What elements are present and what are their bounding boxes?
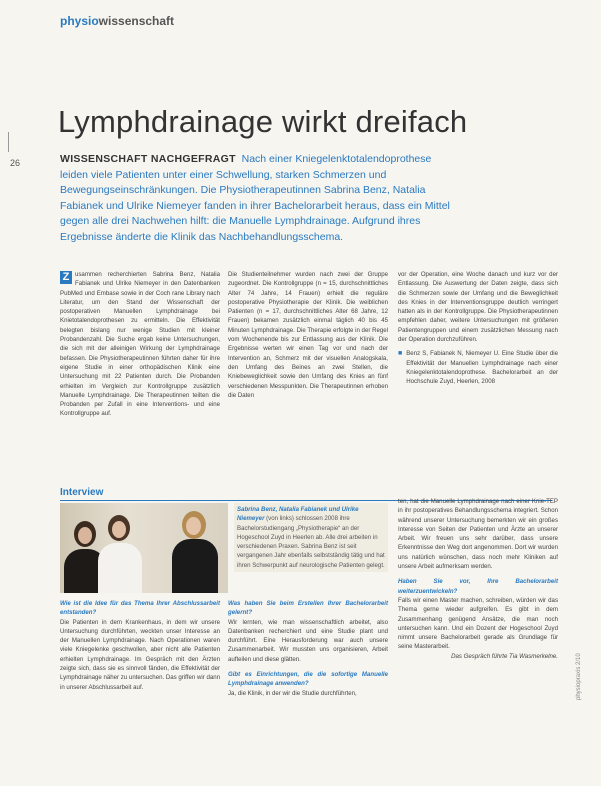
article-title: Lymphdrainage wirkt dreifach [58,104,468,139]
question-1: Wie ist die Idee für das Thema Ihrer Abschlussarbeit entstanden? [60,600,220,617]
lead-text: Nach einer Kniegelenktotalendoprothese leiden viele Patienten unter einer Schwellung, starken Schmerzen und Bewegungseinschränkungen. Die Physiotherapeutinnen Sabrina Benz, Natalia Fabianek und Ulrike Niemeyer fanden in ihrer Bachelorarbeit heraus, dass ein Mittel gegen alle drei Nachwehen hilft: die Manuelle Lymphdrainage. Aufgrund ihres Ergebnisse änderte die Klinik das Nachbehandlungsschema. [60,153,450,243]
article-column-3 [398,270,558,387]
reference-text: Benz S, Fabianek N, Niemeyer U. Eine Studie über die Effektivität der Manuellen Lymphdrainage nach einer Kniegelenktotalendoprothese. Bachelorarbeit an der Hochschule Zuyd, Heerlen, 2008 [406,350,558,386]
reference-square-icon: ■ [398,350,403,358]
caption-names: Sabrina Benz, Natalia Fabianek und Ulrike Niemeyer [237,506,359,523]
interviewer-credit: Das Gespräch führte Tia Wasmerkelne. [451,652,558,660]
interview-column-2 [228,599,388,698]
question-3: Gibt es Einrichtungen, die die sofortige Manuelle Lymphdrainage anwenden? [228,671,388,688]
section-header-accent: physio [60,14,99,28]
article-column-3-text: vor der Operation, eine Woche danach und kurz vor der Entlassung. Die Auswertung der Daten zeigte, dass sich die Schmerzen sowie der Umfang und die Beweglichkeit des Knies in der Interventionsgruppe deutlich verringert hatten als in der Kontrollgruppe. Die Physiotherapeutinnen empfehlen daher, weitere Untersuchungen mit größeren Patientengruppen und einem zusätzlichen Messung nach der Operation durchzuführen. [398,271,558,344]
answer-1: Die Patienten in dem Krankenhaus, in dem wir unsere Untersuchung durchführten, weckten unser Interesse an der Manuellen Lymphdrainage. Nach Operationen waren viele Kniegelenke geschwollen, aber nicht alle Patienten erhielten Lymphdrainage. Im Gespräch mit den Ärzten zeigte sich, dass sie es sinnvoll fänden, die Effektivität der Lymphdrainage näher zu untersuchen. Das griffen wir dann in unserer Abschlussarbeit auf. [60,618,220,691]
photo-caption [234,503,388,572]
answer-3: Ja, die Klinik, in der wir die Studie durchführten, [228,689,357,697]
reference-note [398,349,558,386]
answer-3-continued: ten, hat die Manuelle Lymphdrainage nach einer Knie-TEP in ihr postoperatives Behandlungsschema integriert. Schon während unserer Untersuchung bemerkten wir ein großes Interesse von Seiten der Patienten und Ärzte an unserer Arbeit. Wir freuen uns sehr darüber, dass unsere Erkenntnisse den Weg dort angenommen. Dort wir wurden uns natürlich wünschen, dass noch mehr Kliniken auf unsere Arbeit aufmerksam werden. [398,498,558,571]
authors-photo [60,503,228,593]
article-column-2: Die Studienteilnehmer wurden nach zwei der Gruppe zugeordnet. Die Kontrollgruppe (n = 15, durchschnittliches Alter 74 Jahre, 14 Frauen) erhielt die reguläre postoperative Physiotherapie der Klinik. Die weiblichen Patienten (n = 17, durchschnittliches Alter 68 Jahre, 12 Frauen) bekamen zusätzlich einmal täglich 40 bis 45 Minuten Lymphdrainage. Die Therapie erfolgte in der Regel vom Wochenende bis zur Entlassung aus der Klinik. Die Ergebnisse werten wir einen Tag vor und nach der Intervention an, Schmerz mit der visuellen Analogskala, den Umfang des Beines an zwei Stellen, die Kniebeweglichkeit sowie den Umfang des Knies an fünf verschiedenen Messpunkten. Die Therapeutinnen erhoben die Daten [228,271,388,399]
section-header-main: wissenschaft [98,14,175,28]
caption-text: (von links) schlossen 2008 ihre Bachelorstudiengang „Physiotherapie“ an der Hogeschool Zuyd in Heerlen ab. Alle drei arbeiten in verschiedenen Praxen. Sabrina Benz ist seit vergangenen Jahr ebenfalls selbstständig tätig und hat ihren Schwerpunkt auf neurologische Patienten gelegt. [237,515,385,569]
page-tick-mark [8,132,9,152]
lead-paragraph [60,152,458,245]
interview-column-1 [60,599,220,692]
article-column-1 [60,270,220,419]
answer-2: Wir lernten, wie man wissenschaftlich arbeitet, also Datenbanken recherchiert und eine Studie plant und durchführt. Eine Herausforderung war auch unsere Zusammenarbeit. Wir mussten uns organisieren, Arbeit aufteilen und diese glätten. [228,618,388,663]
drop-cap: Z [60,271,72,284]
interview-column-3 [398,497,558,661]
interview-heading: Interview [60,487,104,498]
page-number: 26 [10,158,21,168]
side-credit: physiopraxis 2/10 [576,653,582,700]
article-column-1-text: usammen recherchierten Sabrina Benz, Natalia Fabianek und Ulrike Niemeyer in den Datenbanken PubMed und Embase sowie in der Coch rane Library nach Literatur, um den Stand der Wissenschaft der postoperativen Manuellen Lymphdrainage bei Knietotalendoprothesen zu ermitteln. Die Effektivität belegten bislang nur wenige Studien mit kleiner Probandenzahl. Die Suche ergab keine Untersuchungen, die sich mit der alleinigen Wirkung der Lymphdrainage befassen. Die Physiotherapeutinnen führten daher für ihre eigene Studie in einer orthopädischen Klinik eine Untersuchung mit 22 Patienten durch. Die Probanden erhielten im Vergleich zur Kontrollgruppe zusätzlich Manuelle Lymphdrainage. Die Therapeutinnen teilten die Probanden per Zufall in eine Interventions- und eine Kontrollgruppe auf. [60,271,220,418]
answer-4: Falls wir einen Master machen, schreiben, würden wir das Thema gerne wieder aufgreifen. Es gibt in dem Zusammenhang genügend Ansätze, die man noch untersuchen kann. Und ein Dozent der Hogeschool Zuyd nimmt unsere Bachelorarbeit gerade als Grundlage für seine Masterarbeit. [398,596,558,651]
lead-kicker: WISSENSCHAFT NACHGEFRAGT [60,153,236,165]
question-4: Haben Sie vor, Ihre Bachelorarbeit weiterzuentwickeln? [398,578,558,595]
section-header [60,14,174,28]
question-2: Was haben Sie beim Erstellen Ihrer Bachelorarbeit gelernt? [228,600,388,617]
